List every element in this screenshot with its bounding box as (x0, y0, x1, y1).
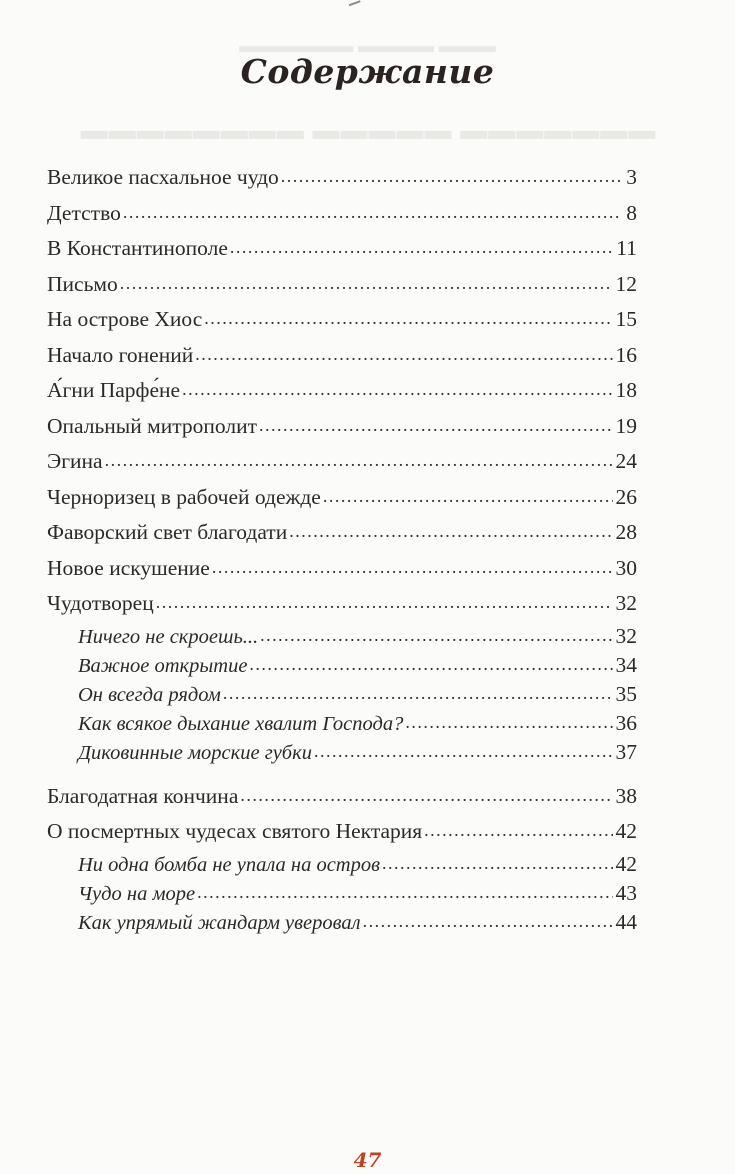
toc-page-number: 16 (615, 342, 637, 367)
toc-page-number: 11 (616, 236, 637, 260)
toc-entry[interactable] (47, 409, 637, 445)
toc-page-number: 36 (615, 710, 637, 735)
toc-page-number: 3 (626, 165, 637, 189)
toc-page-number: 24 (615, 449, 637, 473)
toc-subentry[interactable] (47, 738, 637, 767)
dot-leader (123, 203, 620, 225)
dot-leader (363, 912, 613, 933)
toc-entry[interactable] (47, 373, 637, 409)
toc-subentry[interactable] (47, 622, 637, 651)
toc-entry-title: На острове Хиос (47, 307, 203, 331)
scan-mark (349, 0, 364, 14)
toc-subentry[interactable] (47, 850, 637, 879)
toc-page-number: 32 (615, 591, 637, 615)
toc-entry-title: Эгина (47, 449, 103, 473)
toc-page-number: 32 (615, 623, 637, 648)
page-number: 47 (353, 1148, 382, 1172)
toc-entry-title: Чудотворец (47, 591, 154, 615)
dot-leader (405, 713, 612, 734)
toc-entry-title: Детство (47, 200, 121, 225)
dot-leader (289, 522, 612, 544)
toc-entry-title: А́гни Парфе́не (47, 378, 181, 402)
toc-entry[interactable] (47, 267, 637, 303)
toc-entry-title: Важное открытие (78, 654, 248, 677)
toc-page-number: 34 (615, 652, 637, 677)
toc-page-number: 15 (615, 307, 637, 331)
dot-leader (323, 487, 613, 509)
toc-page-number: 19 (615, 413, 637, 438)
dot-leader (156, 593, 613, 615)
dot-leader (204, 309, 612, 331)
toc-entry[interactable] (47, 814, 637, 850)
toc-entry-title: Новое искушение (47, 555, 210, 580)
dot-leader (424, 821, 612, 843)
toc-page-number: 18 (615, 378, 637, 402)
bleed-through-text: ▬▬▬ ▬▬▬▬ ▬▬▬▬▬▬ (239, 36, 496, 57)
toc-page-number: 42 (615, 851, 637, 876)
toc-entry-title: Фаворский свет благодати (47, 520, 288, 544)
dot-leader (212, 558, 613, 580)
toc-page-number: 28 (615, 520, 637, 544)
toc-subentry[interactable] (47, 908, 637, 937)
toc-page-number: 38 (615, 783, 637, 808)
toc-entry-title: Ничего не скроешь... (78, 625, 259, 648)
page-title: Содержание (240, 52, 495, 91)
toc-entry[interactable] (47, 779, 637, 815)
toc-page-number: 35 (615, 681, 637, 706)
dot-leader (281, 167, 620, 189)
toc-entry[interactable] (47, 515, 637, 551)
table-of-contents (47, 160, 637, 937)
dot-leader (382, 854, 612, 875)
toc-subentry[interactable] (47, 651, 637, 680)
toc-entry[interactable] (47, 444, 637, 480)
toc-entry-title: Он всегда рядом (78, 683, 221, 706)
toc-subentry[interactable] (47, 680, 637, 709)
toc-entry-title: Ни одна бомба не упала на остров (78, 853, 381, 876)
toc-entry[interactable] (47, 196, 637, 232)
toc-entry[interactable] (47, 338, 637, 374)
toc-entry[interactable] (47, 160, 637, 196)
dot-leader (195, 345, 612, 367)
toc-page-number: 8 (626, 200, 637, 225)
dot-leader (230, 238, 613, 260)
toc-page-number: 44 (615, 909, 637, 934)
toc-entry-title: Черноризец в рабочей одежде (47, 484, 321, 509)
toc-entry-title: Великое пасхальное чудо (47, 165, 279, 189)
dot-leader (105, 451, 613, 473)
dot-leader (240, 786, 612, 808)
toc-entry[interactable] (47, 231, 637, 267)
toc-entry-title: Благодатная кончина (47, 783, 239, 808)
toc-entry-title: О посмертных чудесах святого Нектария (47, 819, 423, 843)
dot-leader (120, 274, 613, 296)
toc-entry[interactable] (47, 480, 637, 516)
toc-entry-title: В Константинополе (47, 236, 228, 260)
toc-entry-title: Начало гонений (47, 342, 194, 367)
bleed-through-text: ▬▬▬▬▬▬▬ ▬▬▬▬▬ ▬▬▬▬▬▬▬▬ (79, 115, 656, 145)
dot-leader (223, 684, 613, 705)
toc-entry-title: Как упрямый жандарм уверовал (78, 911, 361, 934)
toc-entry[interactable] (47, 586, 637, 622)
dot-leader (197, 883, 612, 904)
toc-entry-title: Опальный митрополит (47, 413, 258, 438)
toc-page-number: 30 (615, 555, 637, 580)
toc-subentry[interactable] (47, 879, 637, 908)
toc-page-number: 42 (615, 819, 637, 843)
dot-leader (314, 742, 613, 763)
dot-leader (249, 655, 612, 676)
toc-page-number: 43 (615, 880, 637, 905)
dot-leader (259, 416, 612, 438)
toc-entry[interactable] (47, 551, 637, 587)
toc-entry-title: Как всякое дыхание хвалит Господа? (78, 712, 404, 735)
toc-page-number: 26 (615, 484, 637, 509)
dot-leader (182, 380, 612, 402)
toc-entry[interactable] (47, 302, 637, 338)
toc-entry-title: Чудо на море (78, 882, 196, 905)
toc-page-number: 12 (615, 271, 637, 296)
toc-entry-title: Диковинные морские губки (78, 741, 312, 764)
toc-subentry[interactable] (47, 709, 637, 738)
toc-entry-title: Письмо (47, 271, 118, 296)
dot-leader (260, 626, 612, 647)
toc-page-number: 37 (615, 739, 637, 764)
